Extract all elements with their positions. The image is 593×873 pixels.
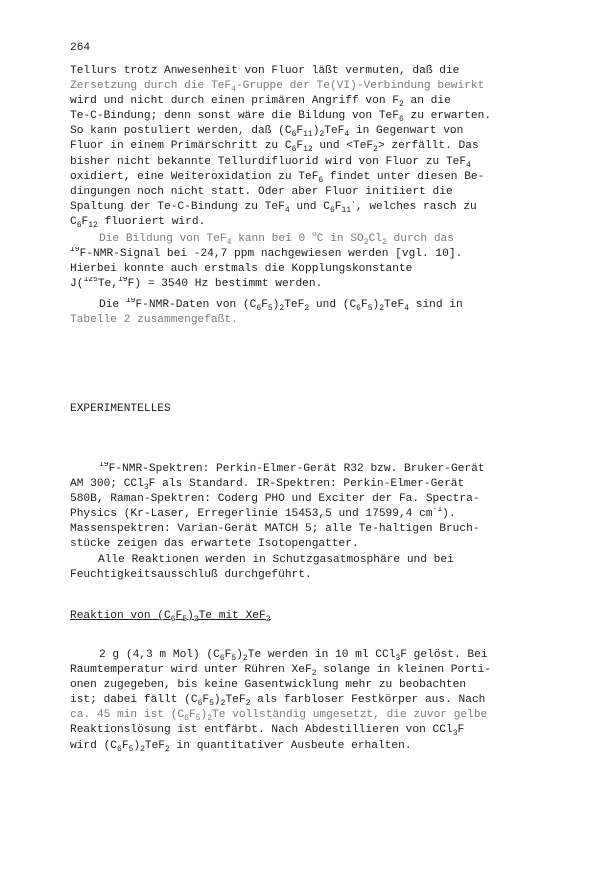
section-heading: EXPERIMENTELLES [70, 403, 171, 415]
text-line: Feuchtigkeitsausschluß durchgeführt. [70, 569, 312, 582]
text-line: Raumtemperatur wird unter Rühren XeF$_2$ solange in kleinen Porti- [70, 664, 492, 679]
text-line: AM 300; CCl$_3$F als Standard. IR-Spektren: Perkin-Elmer-Gerät [70, 478, 465, 493]
page-number: 264 [70, 42, 91, 54]
paragraph-intro [70, 64, 530, 230]
text-line: Hierbei konnte auch erstmals die Kopplungskonstante [70, 263, 413, 276]
paragraph-conditions [70, 553, 530, 583]
text-line: 2 g (4,3 m Mol) $(C_6F_5)_2Te$ werden in 10 ml CCl$_3$F gelöst. Bei [99, 649, 488, 663]
text-line: ca. 45 min ist $(C_6F_5)_2Te$ vollständig umgesetzt, die zuvor gelbe [70, 709, 488, 724]
text-line: dingungen noch nicht statt. Oder aber Fluor initiiert die [70, 185, 453, 198]
text-line: Zersetzung durch die TeF$_4$-Gruppe der Te(VI)-Verbindung bewirkt [70, 80, 485, 95]
text-line: Te-C-Bindung; denn sonst wäre die Bildung von TeF$_6$ zu erwarten. [70, 110, 492, 125]
text-line: stücke zeigen das erwartete Isotopengatter. [70, 538, 359, 551]
text-line: $C_6F_{12}$ fluoriert wird. [70, 215, 206, 230]
text-line: Die Bildung von TeF$_4$ kann bei 0 $^o$C in $SO_2Cl_2$ durch das [99, 232, 454, 247]
text-line: Spaltung der Te-C-Bindung zu TeF$_4$ und $C_6F_{11}^\cdot$, welches rasch zu [70, 199, 477, 215]
text-line: Reaktionslösung ist entfärbt. Nach Abdestillieren von CCl$_3$F [70, 724, 465, 739]
text-line: So kann postuliert werden, daß $(C_6F_{11})_2TeF_4$ in Gegenwart von [70, 125, 464, 140]
text-line: Physics (Kr-Laser, Erregerlinie 15453,5 und 17599,4 $cm^{-1}$). [70, 507, 456, 521]
text-line: wird $(C_6F_5)_2TeF_2$ in quantitativer Ausbeute erhalten. [70, 739, 412, 754]
text-line: $^{19}$F-NMR-Signal bei -24,7 ppm nachgewiesen werden [vgl. 10]. [70, 247, 463, 261]
text-line: ist; dabei fällt $(C_6F_5)_2TeF_2$ als farbloser Festkörper aus. Nach [70, 694, 486, 709]
text-line: Die $^{19}$F-NMR-Daten von $(C_6F_5)_2TeF_2$ und $(C_6F_5)_2TeF_4$ sind in [99, 298, 463, 313]
text-line: Alle Reaktionen werden in Schutzgasatmosphäre und bei [98, 554, 454, 566]
text-line: wird und nicht durch einen primären Angriff von $F_2$ an die [70, 95, 451, 110]
text-line: onen zugegeben, bis keine Gasentwicklung mehr zu beobachten [70, 679, 467, 692]
text-line: 580B, Raman-Spektren: Coderg PHO und Exciter der Fa. Spectra- [70, 493, 480, 506]
text-line: J($^{125}$Te,$^{19}$F) = 3540 Hz bestimmt werden. [70, 277, 323, 291]
text-line: oxidiert, eine Weiteroxidation zu TeF$_6$ findet unter diesen Be- [70, 170, 485, 185]
text-line: Fluor in einem Primärschritt zu $C_6F_{12}$ und <TeF$_2$> zerfällt. Das [70, 140, 479, 155]
paragraph-nmr-data [70, 298, 530, 328]
text-line: Tellurs trotz Anwesenheit von Fluor läßt vermuten, daß die [70, 65, 460, 77]
paragraph-reaction [70, 648, 530, 754]
text-line: Massenspektren: Varian-Gerät MATCH 5; alle Te-haltigen Bruch- [70, 523, 480, 536]
reaction-heading: Reaktion von $(C_6F_5)_2Te$ mit XeF$_2$ [70, 610, 271, 624]
text-line: $^{19}$F-NMR-Spektren: Perkin-Elmer-Gerät R32 bzw. Bruker-Gerät [99, 462, 485, 475]
text-line: bisher nicht bekannte Tellurdifluorid wird von Fluor zu TeF$_4$ [70, 155, 471, 170]
paragraph-tef4-formation [70, 232, 530, 292]
text-line: Tabelle 2 zusammengefaßt. [70, 314, 238, 327]
paragraph-instruments [70, 462, 530, 553]
